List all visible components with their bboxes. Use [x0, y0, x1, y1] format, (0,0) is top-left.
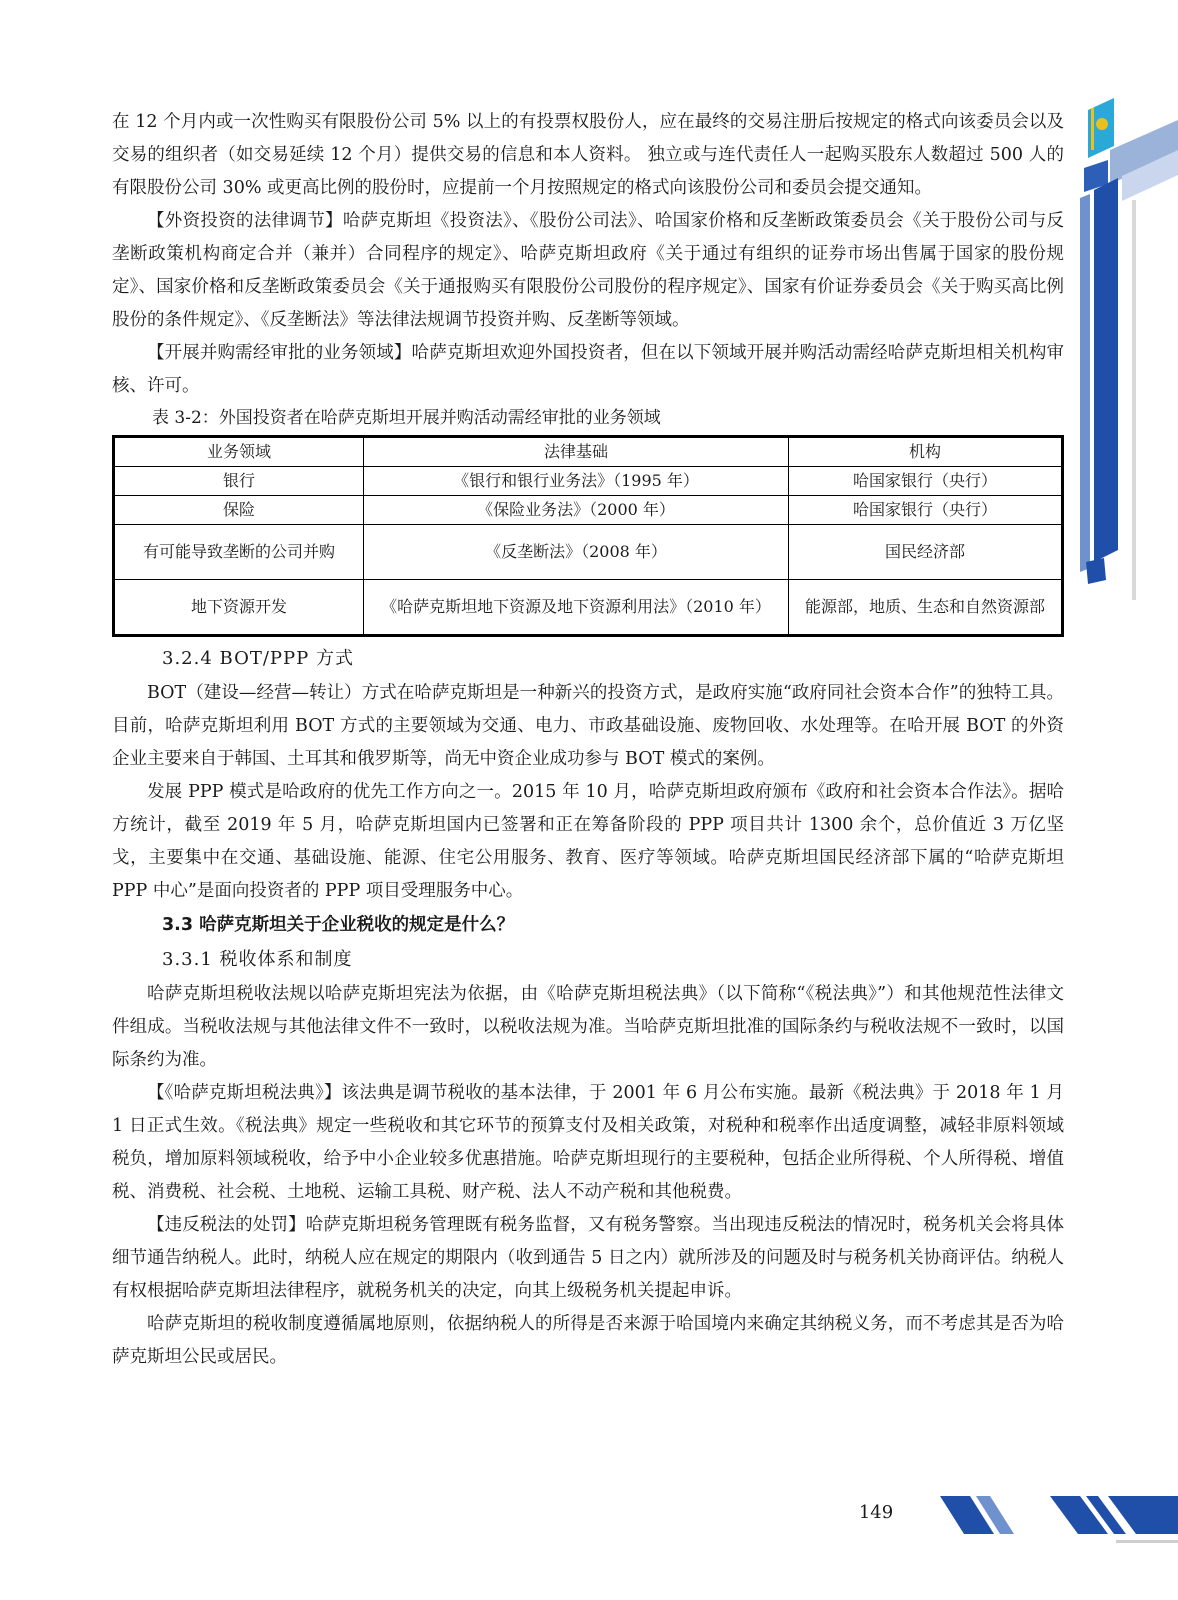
- kazakhstan-flag-icon: [1088, 98, 1114, 158]
- chapter-heading: 3.3 哈萨克斯坦关于企业税收的规定是什么？: [162, 915, 515, 935]
- approval-table: [112, 435, 1064, 637]
- table-cell: 《保险业务法》（2000 年）: [364, 496, 789, 525]
- table-cell: 有可能导致垄断的公司并购: [114, 525, 364, 580]
- table-cell: 保险: [114, 496, 364, 525]
- paragraph: 哈萨克斯坦的税收制度遵循属地原则，依据纳税人的所得是否来源于哈国境内来确定其纳税义务，而不考虑其是否为哈萨克斯坦公民或居民。: [112, 1314, 1064, 1367]
- paragraph: 【违反税法的处罚】哈萨克斯坦税务管理既有税务监督，又有税务警察。当出现违反税法的情况时，税务机关会将具体细节通告纳税人。此时，纳税人应在规定的期限内（收到通告 5 日之内）就所涉及的问题及时与税务机关协商评估。纳税人有权根据哈萨克斯坦法律程序，就税务机关的决定，向其上级税务机关提起申诉。: [112, 1215, 1064, 1301]
- paragraph: 【《哈萨克斯坦税法典》】该法典是调节税收的基本法律，于 2001 年 6 月公布实施。最新《税法典》于 2018 年 1 月 1 日正式生效。《税法典》规定一些税收和其它环节的预算支付及相关政策，对税种和税率作出适度调整，减轻非原料领域税负，增加原料领域税收，给予中小企业较多优惠措施。哈萨克斯坦现行的主要税种，包括企业所得税、个人所得税、增值税、消费税、社会税、土地税、运输工具税、财产税、法人不动产税和其他税费。: [112, 1083, 1064, 1202]
- page-number: 149: [858, 1502, 894, 1523]
- paragraph: 【外资投资的法律调节】哈萨克斯坦《投资法》、《股份公司法》、哈国家价格和反垄断政策委员会《关于股份公司与反垄断政策机构商定合并（兼并）合同程序的规定》、哈萨克斯坦政府《关于通过有组织的证券市场出售属于国家的股份规定》、国家价格和反垄断政策委员会《关于通报购买有限股份公司股份的程序规定》、国家有价证券委员会《关于购买高比例股份的条件规定》、《反垄断法》等法律法规调节投资并购、反垄断等领域。: [112, 211, 1064, 330]
- section-heading: 3.2.4 BOT/PPP 方式: [162, 648, 354, 669]
- paragraph: 【开展并购需经审批的业务领域】哈萨克斯坦欢迎外国投资者，但在以下领域开展并购活动需经哈萨克斯坦相关机构审核、许可。: [112, 343, 1064, 396]
- table-caption: 表 3-2：外国投资者在哈萨克斯坦开展并购活动需经审批的业务领域: [152, 408, 661, 428]
- paragraph: 发展 PPP 模式是哈政府的优先工作方向之一。2015 年 10 月，哈萨克斯坦政府颁布《政府和社会资本合作法》。据哈方统计，截至 2019 年 5 月，哈萨克斯坦国内已签署和正在筹备阶段的 PPP 项目共计 1300 余个，总价值近 3 万亿坚戈，主要集中在交通、基础设施、能源、住宅公用服务、教育、医疗等领域。哈萨克斯坦国民经济部下属的“哈萨克斯坦 PPP 中心”是面向投资者的 PPP 项目受理服务中心。: [112, 782, 1064, 901]
- table-header-cell: 业务领域: [114, 437, 364, 467]
- table-cell: 《银行和银行业务法》（1995 年）: [364, 467, 789, 496]
- table-cell: 国民经济部: [789, 525, 1063, 580]
- table-cell: 哈国家银行（央行）: [789, 496, 1063, 525]
- table-header-row: [114, 437, 1063, 467]
- table-header-cell: 机构: [789, 437, 1063, 467]
- page-content: [112, 106, 1064, 1374]
- paragraph: 哈萨克斯坦税收法规以哈萨克斯坦宪法为依据，由《哈萨克斯坦税法典》（以下简称“《税法典》”）和其他规范性法律文件组成。当税收法规与其他法律文件不一致时，以税收法规为准。当哈萨克斯坦批准的国际条约与税收法规不一致时，以国际条约为准。: [112, 984, 1064, 1070]
- table-cell: 地下资源开发: [114, 580, 364, 636]
- table-cell: 《哈萨克斯坦地下资源及地下资源利用法》（2010 年）: [364, 580, 789, 636]
- table-cell: 《反垄断法》（2008 年）: [364, 525, 789, 580]
- table-cell: 哈国家银行（央行）: [789, 467, 1063, 496]
- table-row: [114, 467, 1063, 496]
- table-cell: 能源部，地质、生态和自然资源部: [789, 580, 1063, 636]
- paragraph: BOT（建设—经营—转让）方式在哈萨克斯坦是一种新兴的投资方式，是政府实施“政府同社会资本合作”的独特工具。目前，哈萨克斯坦利用 BOT 方式的主要领域为交通、电力、市政基础设施、废物回收、水处理等。在哈开展 BOT 的外资企业主要来自于韩国、土耳其和俄罗斯等，尚无中资企业成功参与 BOT 模式的案例。: [112, 683, 1064, 769]
- paragraph: 在 12 个月内或一次性购买有限股份公司 5% 以上的有投票权股份人，应在最终的交易注册后按规定的格式向该委员会以及交易的组织者（如交易延续 12 个月）提供交易的信息和本人资料。 独立或与连代责任人一起购买股东人数超过 500 人的有限股份公司 30% 或更高比例的股份时，应提前一个月按照规定的格式向该股份公司和委员会提交通知。: [112, 112, 1064, 198]
- table-row: [114, 496, 1063, 525]
- table-row: [114, 525, 1063, 580]
- table-header-cell: 法律基础: [364, 437, 789, 467]
- corner-stripes-decoration: [930, 1490, 1178, 1580]
- section-heading: 3.3.1 税收体系和制度: [162, 949, 353, 970]
- table-cell: 银行: [114, 467, 364, 496]
- side-ribbon-decoration: [1070, 80, 1178, 600]
- table-row: [114, 580, 1063, 636]
